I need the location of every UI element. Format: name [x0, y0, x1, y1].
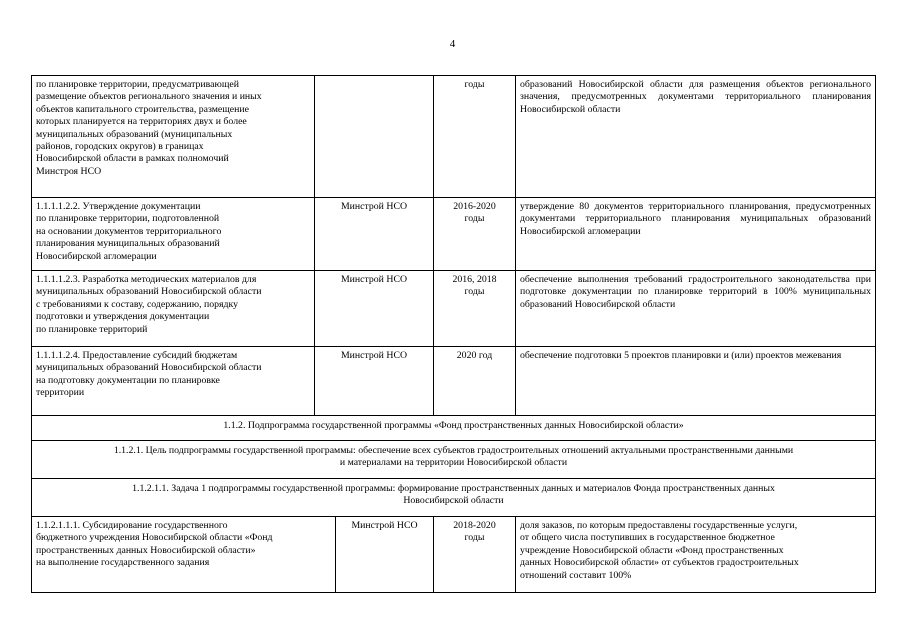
period-cell: 2018-2020 годы	[434, 517, 516, 593]
table-row	[32, 347, 876, 416]
measure-cell: 1.1.1.1.2.2. Утверждение документации по планировке территории, подготовленной на основании документов территориального планирования муниципальных образований Новосибирской агломерации	[32, 198, 315, 271]
table-row	[32, 441, 876, 479]
task-row: 1.1.2.1.1. Задача 1 подпрограммы государственной программы: формирование пространственных данных и материалов Фонда пространственных данных Новосибирской области	[32, 479, 876, 517]
subprogram-row: 1.1.2. Подпрограмма государственной программы «Фонд пространственных данных Новосибирской области»	[32, 416, 876, 441]
table-row	[32, 76, 876, 198]
table-row	[32, 517, 876, 593]
table-row	[32, 198, 876, 271]
period-cell: 2016, 2018 годы	[434, 271, 516, 347]
measure-cell: 1.1.1.1.2.3. Разработка методических материалов для муниципальных образований Новосибирской области с требованиями к составу, содержанию, порядку подготовки и утверждения документации по планировке территорий	[32, 271, 315, 347]
period-cell: 2020 год	[434, 347, 516, 416]
page-number: 4	[449, 38, 456, 50]
table-row	[32, 479, 876, 517]
result-cell: обеспечение подготовки 5 проектов планировки и (или) проектов межевания	[516, 347, 876, 416]
result-cell: обеспечение выполнения требований градостроительного законодательства при подготовке документации по планировке территорий в 100% муниципальных образований Новосибирской области	[516, 271, 876, 347]
executor-cell: Минстрой НСО	[315, 271, 434, 347]
executor-cell: Минстрой НСО	[315, 198, 434, 271]
measure-cell: 1.1.2.1.1.1. Субсидирование государственного бюджетного учреждения Новосибирской области «Фонд пространственных данных Новосибирской области» на выполнение государственного задания	[32, 517, 336, 593]
period-cell: годы	[434, 76, 516, 198]
executor-cell: Минстрой НСО	[315, 347, 434, 416]
executor-cell: Минстрой НСО	[336, 517, 434, 593]
measure-cell: по планировке территории, предусматривающей размещение объектов регионального значения и иных объектов капитального строительства, размещение которых планируется на территориях двух и более муниципальных образований (муниципальных районов, городских округов) в границах Новосибирской области в рамках полномочий Минстроя НСО	[32, 76, 315, 198]
executor-cell	[315, 76, 434, 198]
result-cell: доля заказов, по которым предоставлены государственные услуги, от общего числа поступивших в государственное бюджетное учреждение Новосибирской области «Фонд пространственных данных Новосибирской области» от субъектов градостроительных отношений составит 100%	[516, 517, 876, 593]
measures-table	[31, 75, 876, 593]
result-cell: утверждение 80 документов территориального планирования, предусмотренных документами территориального планирования муниципальных образований Новосибирской агломерации	[516, 198, 876, 271]
goal-row: 1.1.2.1. Цель подпрограммы государственной программы: обеспечение всех субъектов градостроительных отношений актуальными пространственными данными и материалами на территории Новосибирской области	[32, 441, 876, 479]
measure-cell: 1.1.1.1.2.4. Предоставление субсидий бюджетам муниципальных образований Новосибирской области на подготовку документации по планировке территории	[32, 347, 315, 416]
table-row	[32, 416, 876, 441]
period-cell: 2016-2020 годы	[434, 198, 516, 271]
table-row	[32, 271, 876, 347]
result-cell: образований Новосибирской области для размещения объектов регионального значения, предусмотренных документами территориального планирования Новосибирской области	[516, 76, 876, 198]
